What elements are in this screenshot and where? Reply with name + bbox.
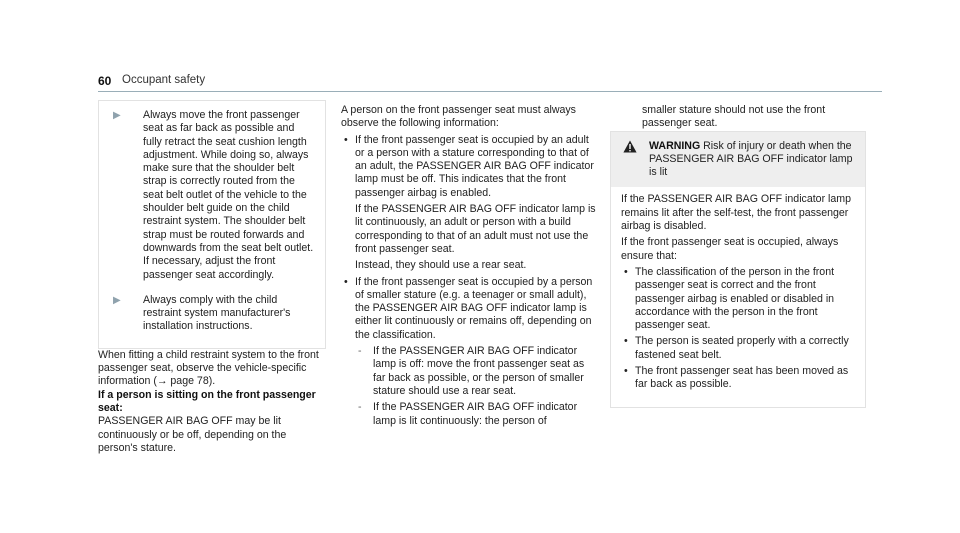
bullet-text: • If the front passenger seat is occupied by a person of smaller stature (e.g. a teenager or small adult), the PASSENGER AIR BAG OFF indicator lamp is either lit continuously or remains off, depending on the classification.	[355, 275, 593, 341]
bullet-text: Instead, they should use a rear seat.	[355, 259, 527, 272]
page-number: 60	[98, 74, 112, 88]
info-intro: A person on the front passenger seat must always observe the following information:	[341, 104, 576, 130]
bullet-text: If the PASSENGER AIR BAG OFF indicator lamp is lit continuously, an adult or person with a build corresponding to that of an adult must not use the front passenger seat.	[355, 203, 596, 255]
list-item: • The front passenger seat has been moved as far back as possible.	[621, 365, 855, 392]
triangle-bullet-icon: ▶	[113, 294, 121, 306]
subheading-text: PASSENGER AIR BAG OFF may be lit continuously or be off, depending on the person's stature.	[98, 415, 287, 454]
tip-box	[98, 100, 326, 349]
warning-header	[611, 132, 865, 188]
info-list	[341, 134, 599, 428]
tip-item	[109, 109, 315, 282]
tip-item	[109, 294, 315, 334]
column-left	[98, 100, 326, 455]
bullet-text: • If the front passenger seat is occupied by an adult or a person with a stature corresponding to that of an adult, the PASSENGER AIR BAG OFF indicator lamp must be off. This indicates that the front passenger airbag is enabled.	[355, 133, 594, 199]
list-item: • The person is seated properly with a correctly fastened seat belt.	[621, 335, 855, 362]
subheading: If a person is sitting on the front passenger seat:	[98, 388, 316, 414]
tip-text: Always comply with the child restraint system manufacturer's installation instructions.	[143, 293, 291, 333]
section-title: Occupant safety	[122, 74, 206, 86]
warning-icon	[621, 140, 649, 180]
child-restraint-intro: When fitting a child restraint system to the front passenger seat, observe the vehicle-specific information (→ page 78).	[98, 348, 319, 388]
tip-text: Always move the front passenger seat as far back as possible and fully retract the seat cushion length adjustment. While doing so, always make sure that the shoulder belt strap is correctly routed from the seat belt outlet of the vehicle to the shoulder belt guide on the child restraint system. The shoulder belt strap must be routed forwards and downwards from the seat belt outlet. If necessary, adjust the front passenger seat accordingly.	[143, 109, 314, 281]
dash-item: - If the PASSENGER AIR BAG OFF indicator lamp is lit continuously: the person of	[355, 401, 599, 428]
column-right	[610, 104, 866, 408]
triangle-bullet-icon: ▶	[113, 110, 121, 121]
list-item	[341, 134, 599, 273]
warning-title	[649, 140, 855, 180]
warning-paragraph: If the PASSENGER AIR BAG OFF indicator lamp remains lit after the self-test, the front passenger airbag is disabled.	[621, 193, 851, 233]
dash-item: - If the PASSENGER AIR BAG OFF indicator lamp is off: move the front passenger seat as far back as possible, or the person of smaller stature should use a rear seat.	[355, 345, 599, 398]
dash-list	[355, 345, 599, 428]
warning-list	[621, 266, 855, 392]
warning-paragraph: If the front passenger seat is occupied, always ensure that:	[621, 236, 839, 262]
warning-body	[611, 187, 865, 406]
header-rule	[98, 91, 882, 92]
continuation-text: smaller stature should not use the front passenger seat.	[642, 104, 826, 130]
warning-label: WARNING	[649, 139, 701, 152]
warning-title-text: Risk of injury or death when the PASSENGER AIR BAG OFF indicator lamp is lit	[649, 139, 853, 179]
list-item	[341, 276, 599, 428]
column-middle	[341, 104, 599, 431]
list-item: • The classification of the person in the front passenger seat is correct and the front passenger airbag is enabled or disabled in accordance with the person in the front passenger seat.	[621, 266, 855, 332]
page-header	[98, 74, 882, 94]
warning-box	[610, 131, 866, 408]
